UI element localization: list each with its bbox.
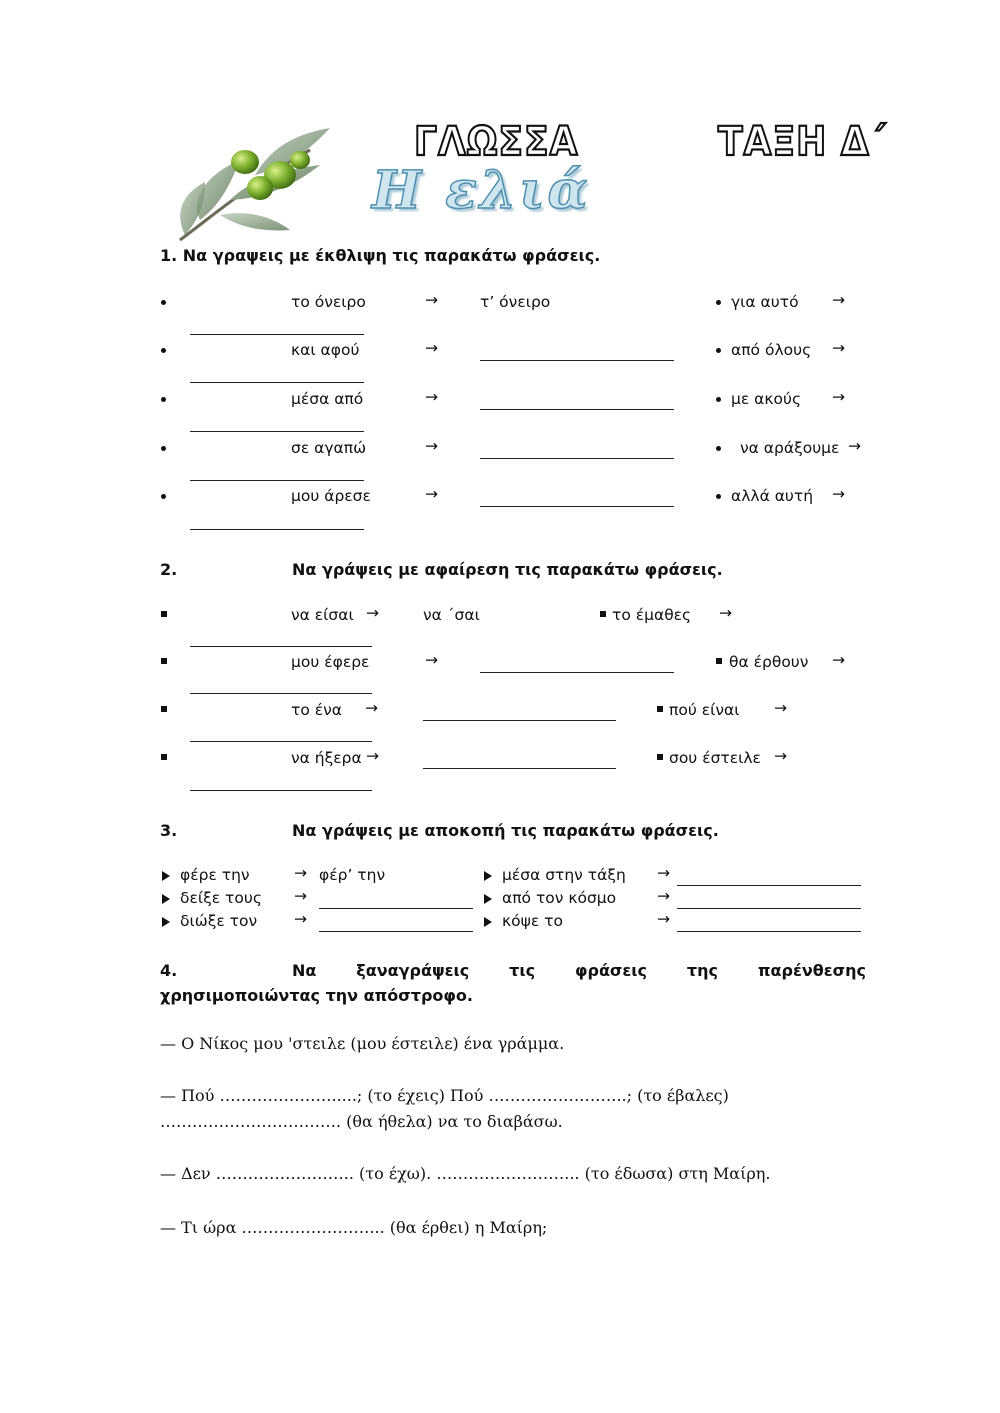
answer-line[interactable] (190, 693, 372, 694)
arrow-icon: → (719, 604, 732, 622)
arrow-icon: → (425, 485, 438, 503)
q3-right-phrase: μέσα στην τάξη (502, 866, 626, 884)
q2-left-phrase: το ένα (291, 701, 342, 719)
answer-line[interactable] (190, 741, 372, 742)
question-2-number: 2. (160, 560, 178, 579)
q2-example-answer: να ΄σαι (423, 606, 480, 624)
answer-line[interactable] (480, 672, 674, 673)
answer-line[interactable] (480, 360, 674, 361)
square-bullet-icon (161, 611, 167, 617)
bullet-icon (161, 300, 166, 305)
answer-line[interactable] (190, 334, 364, 335)
q3-right-phrase: από τον κόσμο (502, 889, 617, 907)
q1-left-phrase: σε αγαπώ (291, 439, 367, 457)
q3-left-phrase: φέρε την (180, 866, 250, 884)
square-bullet-icon (600, 611, 606, 617)
q2-left-phrase: μου έφερε (291, 653, 370, 671)
arrowhead-bullet-icon (162, 917, 170, 927)
q3-example-answer: φέρ’ την (319, 866, 386, 884)
arrow-icon: → (832, 291, 845, 309)
grade-heading: ΤΑΞΗ Δ΄ (718, 120, 887, 166)
question-2-title: Να γράψεις με αφαίρεση τις παρακάτω φράσεις. (292, 560, 723, 579)
q4-sentence: ……………………………. (θα ήθελα) να το διαβάσω. (160, 1112, 563, 1131)
bullet-icon (161, 348, 166, 353)
q3-right-phrase: κόψε το (502, 912, 563, 930)
answer-line[interactable] (319, 931, 473, 932)
answer-line[interactable] (190, 529, 364, 530)
question-4-title-line1 (292, 961, 866, 980)
q1-right-phrase: από όλους (731, 341, 812, 359)
answer-line[interactable] (190, 480, 364, 481)
arrow-icon: → (425, 339, 438, 357)
arrowhead-bullet-icon (162, 894, 170, 904)
question-3-title: Να γράψεις με αποκοπή τις παρακάτω φράσεις. (292, 821, 719, 840)
worksheet-title: Η ελιά (372, 160, 591, 221)
square-bullet-icon (716, 658, 722, 664)
q1-right-phrase: αλλά αυτή (731, 487, 814, 505)
arrowhead-bullet-icon (162, 871, 170, 881)
answer-line[interactable] (480, 458, 674, 459)
arrow-icon: → (425, 388, 438, 406)
q1-right-phrase: με ακούς (731, 390, 802, 408)
olive-branch-illustration (160, 120, 350, 245)
question-4-title-line2: χρησιμοποιώντας την απόστροφο. (160, 986, 473, 1005)
answer-line[interactable] (423, 768, 616, 769)
q4-title-word: Να (292, 961, 317, 980)
q1-left-phrase: μέσα από (291, 390, 364, 408)
arrow-icon: → (832, 485, 845, 503)
arrow-icon: → (366, 604, 379, 622)
bullet-icon (716, 494, 721, 499)
bullet-icon (716, 300, 721, 305)
q2-right-phrase: σου έστειλε (669, 749, 761, 767)
arrow-icon: → (294, 864, 307, 882)
q4-title-word: φράσεις (574, 961, 648, 980)
q3-left-phrase: δείξε τους (180, 889, 262, 907)
square-bullet-icon (657, 706, 663, 712)
q1-left-phrase: το όνειρο (291, 293, 366, 311)
arrow-icon: → (366, 747, 379, 765)
answer-line[interactable] (677, 885, 861, 886)
q1-right-phrase: για αυτό (731, 293, 799, 311)
arrow-icon: → (425, 437, 438, 455)
answer-line[interactable] (190, 646, 372, 647)
q1-example-answer: τ’ όνειρο (480, 293, 551, 311)
square-bullet-icon (161, 658, 167, 664)
arrow-icon: → (657, 910, 670, 928)
q4-title-word: της (686, 961, 718, 980)
answer-line[interactable] (319, 908, 473, 909)
arrow-icon: → (425, 651, 438, 669)
question-3-number: 3. (160, 821, 178, 840)
arrow-icon: → (832, 388, 845, 406)
bullet-icon (161, 446, 166, 451)
answer-line[interactable] (190, 790, 372, 791)
arrowhead-bullet-icon (484, 917, 492, 927)
arrowhead-bullet-icon (484, 871, 492, 881)
answer-line[interactable] (677, 931, 861, 932)
arrow-icon: → (425, 291, 438, 309)
q2-right-phrase: το έμαθες (612, 606, 692, 624)
arrow-icon: → (774, 699, 787, 717)
q2-left-phrase: να είσαι (291, 606, 354, 624)
question-4-number: 4. (160, 961, 178, 980)
arrow-icon: → (774, 747, 787, 765)
bullet-icon (161, 494, 166, 499)
bullet-icon (716, 348, 721, 353)
q2-left-phrase: να ήξερα (291, 749, 362, 767)
arrow-icon: → (294, 887, 307, 905)
q1-left-phrase: και αφού (291, 341, 360, 359)
q2-right-phrase: θα έρθουν (729, 653, 809, 671)
q3-left-phrase: διώξε τον (180, 912, 258, 930)
square-bullet-icon (161, 706, 167, 712)
square-bullet-icon (657, 754, 663, 760)
arrow-icon: → (294, 910, 307, 928)
q4-title-word: ξαναγράψεις (356, 961, 470, 980)
arrow-icon: → (848, 437, 861, 455)
answer-line[interactable] (423, 720, 616, 721)
arrow-icon: → (365, 699, 378, 717)
bullet-icon (161, 397, 166, 402)
question-1-title: 1. Να γραψεις με έκθλιψη τις παρακάτω φράσεις. (160, 246, 601, 265)
q4-sentence: — Δεν …………………….. (το έχω). ……………………... (το έδωσα) στη Μαίρη. (160, 1164, 771, 1183)
q1-left-phrase: μου άρεσε (291, 487, 371, 505)
arrow-icon: → (832, 339, 845, 357)
answer-line[interactable] (677, 908, 861, 909)
answer-line[interactable] (480, 506, 674, 507)
bullet-icon (716, 446, 721, 451)
q4-title-word: τις (509, 961, 536, 980)
q4-sentence: — Πού ………………….....; (το έχεις) Πού ……………………..; (το έβαλες) (160, 1086, 729, 1105)
q4-sentence: — Ο Νίκος μου 'στειλε (μου έστειλε) ένα γράμμα. (160, 1034, 565, 1053)
subject-heading: ΓΛΩΣΣΑ (414, 120, 579, 166)
bullet-icon (716, 397, 721, 402)
q4-sentence: — Τι ώρα ……………………... (θα έρθει) η Μαίρη; (160, 1218, 548, 1237)
q1-right-phrase: να αράξουμε (740, 439, 840, 457)
arrowhead-bullet-icon (484, 894, 492, 904)
answer-line[interactable] (190, 431, 364, 432)
arrow-icon: → (657, 864, 670, 882)
q2-right-phrase: πού είναι (669, 701, 740, 719)
arrow-icon: → (657, 887, 670, 905)
arrow-icon: → (832, 651, 845, 669)
answer-line[interactable] (190, 382, 364, 383)
square-bullet-icon (161, 754, 167, 760)
answer-line[interactable] (480, 409, 674, 410)
q4-title-word: παρένθεσης (757, 961, 866, 980)
